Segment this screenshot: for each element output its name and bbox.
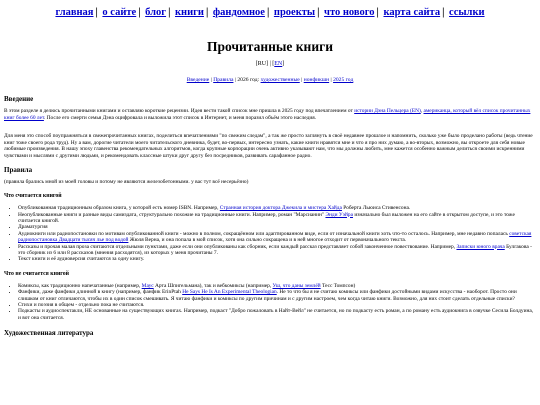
toc-link-rules[interactable]: Правила: [213, 77, 234, 83]
nav-link-about[interactable]: о сайте: [102, 7, 137, 18]
nav-link-whats-new[interactable]: что нового: [324, 7, 375, 18]
nav-separator: |: [266, 7, 270, 18]
rules-note: (правила брались мной из моей головы и потому не являются железобетонными. у вас тут всё несерьёзно): [4, 178, 249, 185]
link-radio-play[interactable]: советская радиопостановка Двадцати тысяч лье под водой: [18, 230, 532, 244]
text: Жюля Верна, и она попала в мой список, хотя она сильно сокращена и в ней многое отходит от первоначального текста.: [128, 237, 407, 244]
text: Тесс Томпсон): [320, 282, 356, 289]
lang-en-link[interactable]: EN: [274, 61, 283, 67]
list-item: • Драматургия: [18, 224, 536, 230]
nav-separator: |: [168, 7, 171, 18]
text: Аудиокниги или радиопостановки по мотивам опубликованной книги - можно в полном, сокращённом или адаптированном виде, если от изначальной книги хоть что-то осталось. Например, мне недавно попалась: [18, 230, 510, 237]
text: Фанфики, даже фанфики длинной в книгу (например, фанфик ErinPtah: [18, 289, 183, 296]
section-heading-fiction: Художественная литература: [4, 329, 94, 338]
link-young-doctor[interactable]: Записки юного врача: [456, 243, 505, 250]
list-item: [18, 212, 536, 225]
nav-separator: |: [376, 7, 379, 18]
subheading-what-counts: Что считается книгой: [4, 193, 62, 200]
what-counts-list: [4, 205, 536, 263]
link-jekyll-hyde[interactable]: Странная история доктора Джекила и мистера Хайда: [219, 205, 342, 212]
toc-link-nonfiction[interactable]: нонфикшн: [303, 77, 330, 83]
list-item: [18, 244, 536, 257]
text: Неопубликованные книги и разные виды самиздата, структурально похожие на традиционные книги. Например, роман "Марсианин": [18, 211, 326, 218]
nav-link-sitemap[interactable]: карта сайта: [383, 7, 441, 18]
nav-link-fandom[interactable]: фандомное: [212, 7, 265, 18]
nav-link-blog[interactable]: блог: [145, 7, 167, 18]
text: Рассказы и прочая малая проза считаются отдельными пунктами, даже если они опубликованы как сборник, если каждый рассказ представляет собой законченное повествование. Например,: [18, 243, 457, 250]
link-andy-weir[interactable]: Энди Уэйра: [325, 211, 353, 218]
list-item: • Текст книги и её аудиоверсия считаются за одну книгу.: [18, 256, 536, 262]
toc-link-fiction[interactable]: художественные: [260, 77, 300, 83]
text: . После его смерти семья Дэна оцифровала и выложила этот список в Интернет, и меня поразил объём этого наследия.: [43, 114, 317, 121]
text: Опубликованная традиционным образом книга, у которой есть номер ISBN. Например,: [18, 205, 220, 212]
nav-separator: |: [138, 7, 141, 18]
toc-link-prev-year[interactable]: 2025 год: [333, 77, 354, 83]
subheading-what-not-counts: Что не считается книгой: [4, 270, 70, 277]
nav-separator: |: [442, 7, 445, 18]
lang-bracket-open: [: [255, 61, 258, 67]
text: Арта Шпигельмана), так и вебкомиксы (например,: [153, 282, 273, 289]
link-dan-peltzer-story[interactable]: истории Дэна Пельцера (EN): [354, 108, 421, 114]
text: Комиксы, как традиционно напечатанные (например,: [18, 282, 142, 289]
list-item: • Подкасты и аудиоспектакли, НЕ основанные на существующих книгах. Например, подкаст "Добро пожаловать в Найт-Вейл" не считается, но по подкасту есть роман, а по роману есть аудиокнига в озвучке Сесила Болдуина, и вот она считается.: [18, 308, 536, 321]
toc-separator: |: [210, 77, 212, 83]
nav-separator: |: [205, 7, 209, 18]
lang-bracket-close: ]: [266, 61, 269, 67]
text: Булгакова - это сборник из 6 или 8 рассказов (мнения расходятся), из которых у меня прочитаны 7.: [18, 243, 532, 256]
lang-separator: |: [269, 61, 271, 67]
nav-separator: |: [95, 7, 98, 18]
nav-link-links[interactable]: ссылки: [449, 7, 485, 18]
intro-paragraph-2: Для меня это способ поупражняться в свежепрочитанных книгах, поделиться впечатлениями "по свежим следам", а так же просто заглянуть в своё недавнее прошлое и напомнить, сколько уже было проделано работы (ведь чтение книг тоже своего рода труд). Ну а вам, дорогие читатели моего читательского дневника, будет, во-первых, интересно узнать, какие книги нравятся мне и что я про них думаю, а во-вторых, возможно, вы откроете для себя новые любимые произведения. В нашу эпоху главенства рекомендательных алгоритмов, когда крупные корпорации очень активно указывают нам, что мы должны любить, мне кажется особенно важным делиться своими искренними чувствами и мыслями с другими людьми, и рекомендовать классные штуки друг другу без посредников, развивать сарафанное радио.: [4, 133, 533, 159]
list-item: [18, 289, 536, 302]
text: . Не то что бы я не считаю комиксы или фанфики достойными видами искусства - наоборот. Просто они слишком от книг отличаются, чтобы их в один список смешивать. Я читаю фанфики и комиксы по другим причинам и с другим настроем, чем когда читаю книги. Возможно, для них стоит сделать отдельные списки?: [18, 289, 517, 302]
lang-ru-current: RU: [257, 61, 267, 67]
toc-link-intro[interactable]: Введение: [186, 77, 210, 83]
link-maus[interactable]: Маус: [141, 282, 154, 289]
language-switcher: [4, 61, 536, 67]
toc-separator: |: [234, 77, 236, 83]
toc-year-label: 2026 год:: [237, 77, 260, 83]
text: В этом разделе я делюсь прочитанными книгами и оставляю короткие рецензии. Идея вести такой список мне пришла в 2025 году под впечатлением от: [4, 108, 355, 114]
text: ,: [420, 108, 424, 114]
text: Роберта Льюиса Стивенсона.: [341, 205, 411, 212]
lang-bracket-open: [: [272, 61, 275, 67]
nav-link-home[interactable]: главная: [55, 7, 94, 18]
section-heading-rules: Правила: [4, 165, 33, 174]
link-fanfic[interactable]: He Says He Is An Experimental Theologian: [182, 289, 277, 296]
nav-separator: |: [317, 7, 320, 18]
section-heading-intro: Введение: [4, 95, 34, 103]
list-item: [18, 231, 536, 244]
page-title: Прочитанные книги: [206, 39, 334, 54]
top-navigation: [4, 6, 536, 19]
intro-paragraph-1: [4, 108, 536, 121]
toc-separator: |: [301, 77, 303, 83]
what-not-counts-list: [4, 283, 536, 321]
text: изначально был выложен на его сайте в открытом доступе, и это тоже считается книгой.: [18, 211, 515, 224]
nav-link-books[interactable]: книги: [175, 7, 204, 18]
list-item: • Стихи и поэзия в общем - отдельно пока не считаются.: [18, 302, 536, 308]
nav-link-projects[interactable]: проекты: [273, 7, 316, 18]
table-of-contents: [4, 77, 536, 83]
link-dan-peltzer-list[interactable]: американца, который вёл список прочитанных книг более 60 лет: [4, 108, 531, 121]
toc-separator: |: [330, 77, 332, 83]
lang-bracket-close: ]: [282, 61, 285, 67]
link-webcomic[interactable]: Уш, что даны землёй: [272, 282, 321, 289]
